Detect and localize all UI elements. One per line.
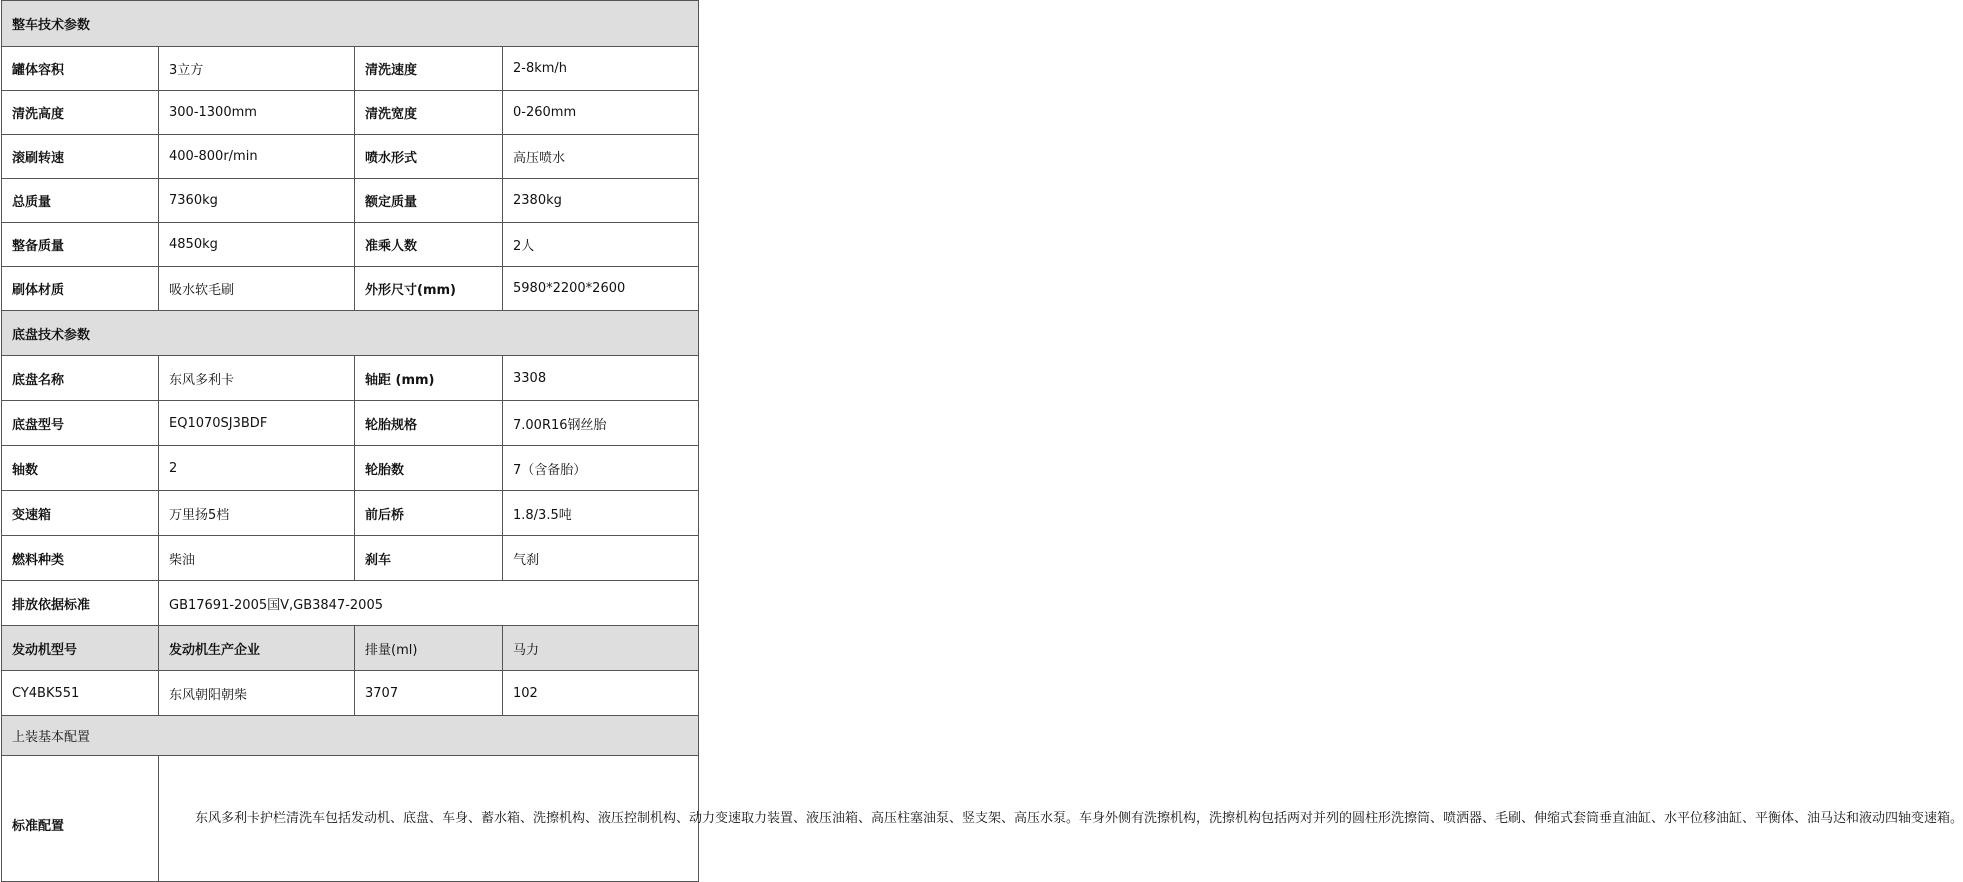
spec-value: EQ1070SJ3BDF [159, 401, 355, 446]
spec-label: 清洗速度 [355, 47, 503, 91]
table-row [2, 356, 699, 401]
engine-value-cell: 3707 [355, 671, 503, 716]
spec-value: 7（含备胎） [503, 446, 699, 491]
table-row [2, 536, 699, 581]
spec-label: 罐体容积 [2, 47, 159, 91]
spec-label: 清洗宽度 [355, 91, 503, 135]
spec-value: 300-1300mm [159, 91, 355, 135]
table-row [2, 581, 699, 626]
spec-label: 轮胎规格 [355, 401, 503, 446]
spec-label: 轴数 [2, 446, 159, 491]
engine-value-row [2, 671, 699, 716]
standard-config-text-body: 东风多利卡护栏清洗车包括发动机、底盘、车身、蓄水箱、洗擦机构、液压控制机构、动力变速取力装置、液压油箱、高压柱塞油泵、竖支架、高压水泵。车身外侧有洗擦机构，洗擦机构包括两对并列的圆柱形洗擦筒、喷洒器、毛刷、伸缩式套筒垂直油缸、水平位移油缸、平衡体、油马达和液动四轴变速箱。 [195, 810, 1963, 826]
spec-label: 底盘名称 [2, 356, 159, 401]
spec-value: 2-8km/h [503, 47, 699, 91]
table-row [2, 401, 699, 446]
spec-value: 4850kg [159, 223, 355, 267]
spec-value: 2380kg [503, 179, 699, 223]
spec-label: 刹车 [355, 536, 503, 581]
spec-value: 3立方 [159, 47, 355, 91]
spec-label: 额定质量 [355, 179, 503, 223]
spec-label: 燃料种类 [2, 536, 159, 581]
spec-label: 总质量 [2, 179, 159, 223]
spec-value: 柴油 [159, 536, 355, 581]
table-row [2, 179, 699, 223]
table-row [2, 756, 699, 882]
spec-value: 东风多利卡 [159, 356, 355, 401]
spec-value: 气刹 [503, 536, 699, 581]
engine-header-row [2, 626, 699, 671]
spec-value: 400-800r/min [159, 135, 355, 179]
spec-label: 喷水形式 [355, 135, 503, 179]
spec-value: 7360kg [159, 179, 355, 223]
spec-value: 2 [159, 446, 355, 491]
engine-value-cell: 东风朝阳朝柴 [159, 671, 355, 716]
engine-header-cell: 发动机生产企业 [159, 626, 355, 671]
spec-label: 准乘人数 [355, 223, 503, 267]
engine-header-cell: 马力 [503, 626, 699, 671]
table-row [2, 47, 699, 91]
spec-label: 刷体材质 [2, 267, 159, 311]
emission-label: 排放依据标准 [2, 581, 159, 626]
spec-value: 3308 [503, 356, 699, 401]
vehicle-section-title: 整车技术参数 [2, 1, 699, 47]
chassis-section-title: 底盘技术参数 [2, 311, 699, 356]
emission-value: GB17691-2005国Ⅴ,GB3847-2005 [159, 581, 699, 626]
table-row [2, 91, 699, 135]
engine-header-cell: 发动机型号 [2, 626, 159, 671]
spec-label: 轮胎数 [355, 446, 503, 491]
standard-config-label: 标准配置 [2, 756, 159, 882]
table-row [2, 491, 699, 536]
chassis-section-header-row [2, 311, 699, 356]
engine-value-cell: 102 [503, 671, 699, 716]
table-row [2, 135, 699, 179]
spec-value: 万里扬5档 [159, 491, 355, 536]
spec-label: 轴距 (mm) [355, 356, 503, 401]
spec-value: 0-260mm [503, 91, 699, 135]
spec-label: 清洗高度 [2, 91, 159, 135]
spec-label: 整备质量 [2, 223, 159, 267]
table-row [2, 446, 699, 491]
spec-label: 外形尺寸(mm) [355, 267, 503, 311]
spec-value: 1.8/3.5吨 [503, 491, 699, 536]
spec-value: 高压喷水 [503, 135, 699, 179]
upper-section-header-row [2, 716, 699, 756]
spec-label: 前后桥 [355, 491, 503, 536]
spec-value: 5980*2200*2600 [503, 267, 699, 311]
spec-value: 2人 [503, 223, 699, 267]
engine-header-cell: 排量(ml) [355, 626, 503, 671]
standard-config-text [159, 756, 1963, 882]
engine-value-cell: CY4BK551 [2, 671, 159, 716]
spec-value: 吸水软毛刷 [159, 267, 355, 311]
upper-section-title: 上装基本配置 [2, 716, 699, 756]
spec-label: 底盘型号 [2, 401, 159, 446]
table-row [2, 267, 699, 311]
spec-label: 变速箱 [2, 491, 159, 536]
table-row [2, 223, 699, 267]
spec-value: 7.00R16钢丝胎 [503, 401, 699, 446]
spec-table [1, 0, 1963, 882]
spec-label: 滚刷转速 [2, 135, 159, 179]
vehicle-section-header-row [2, 1, 699, 47]
